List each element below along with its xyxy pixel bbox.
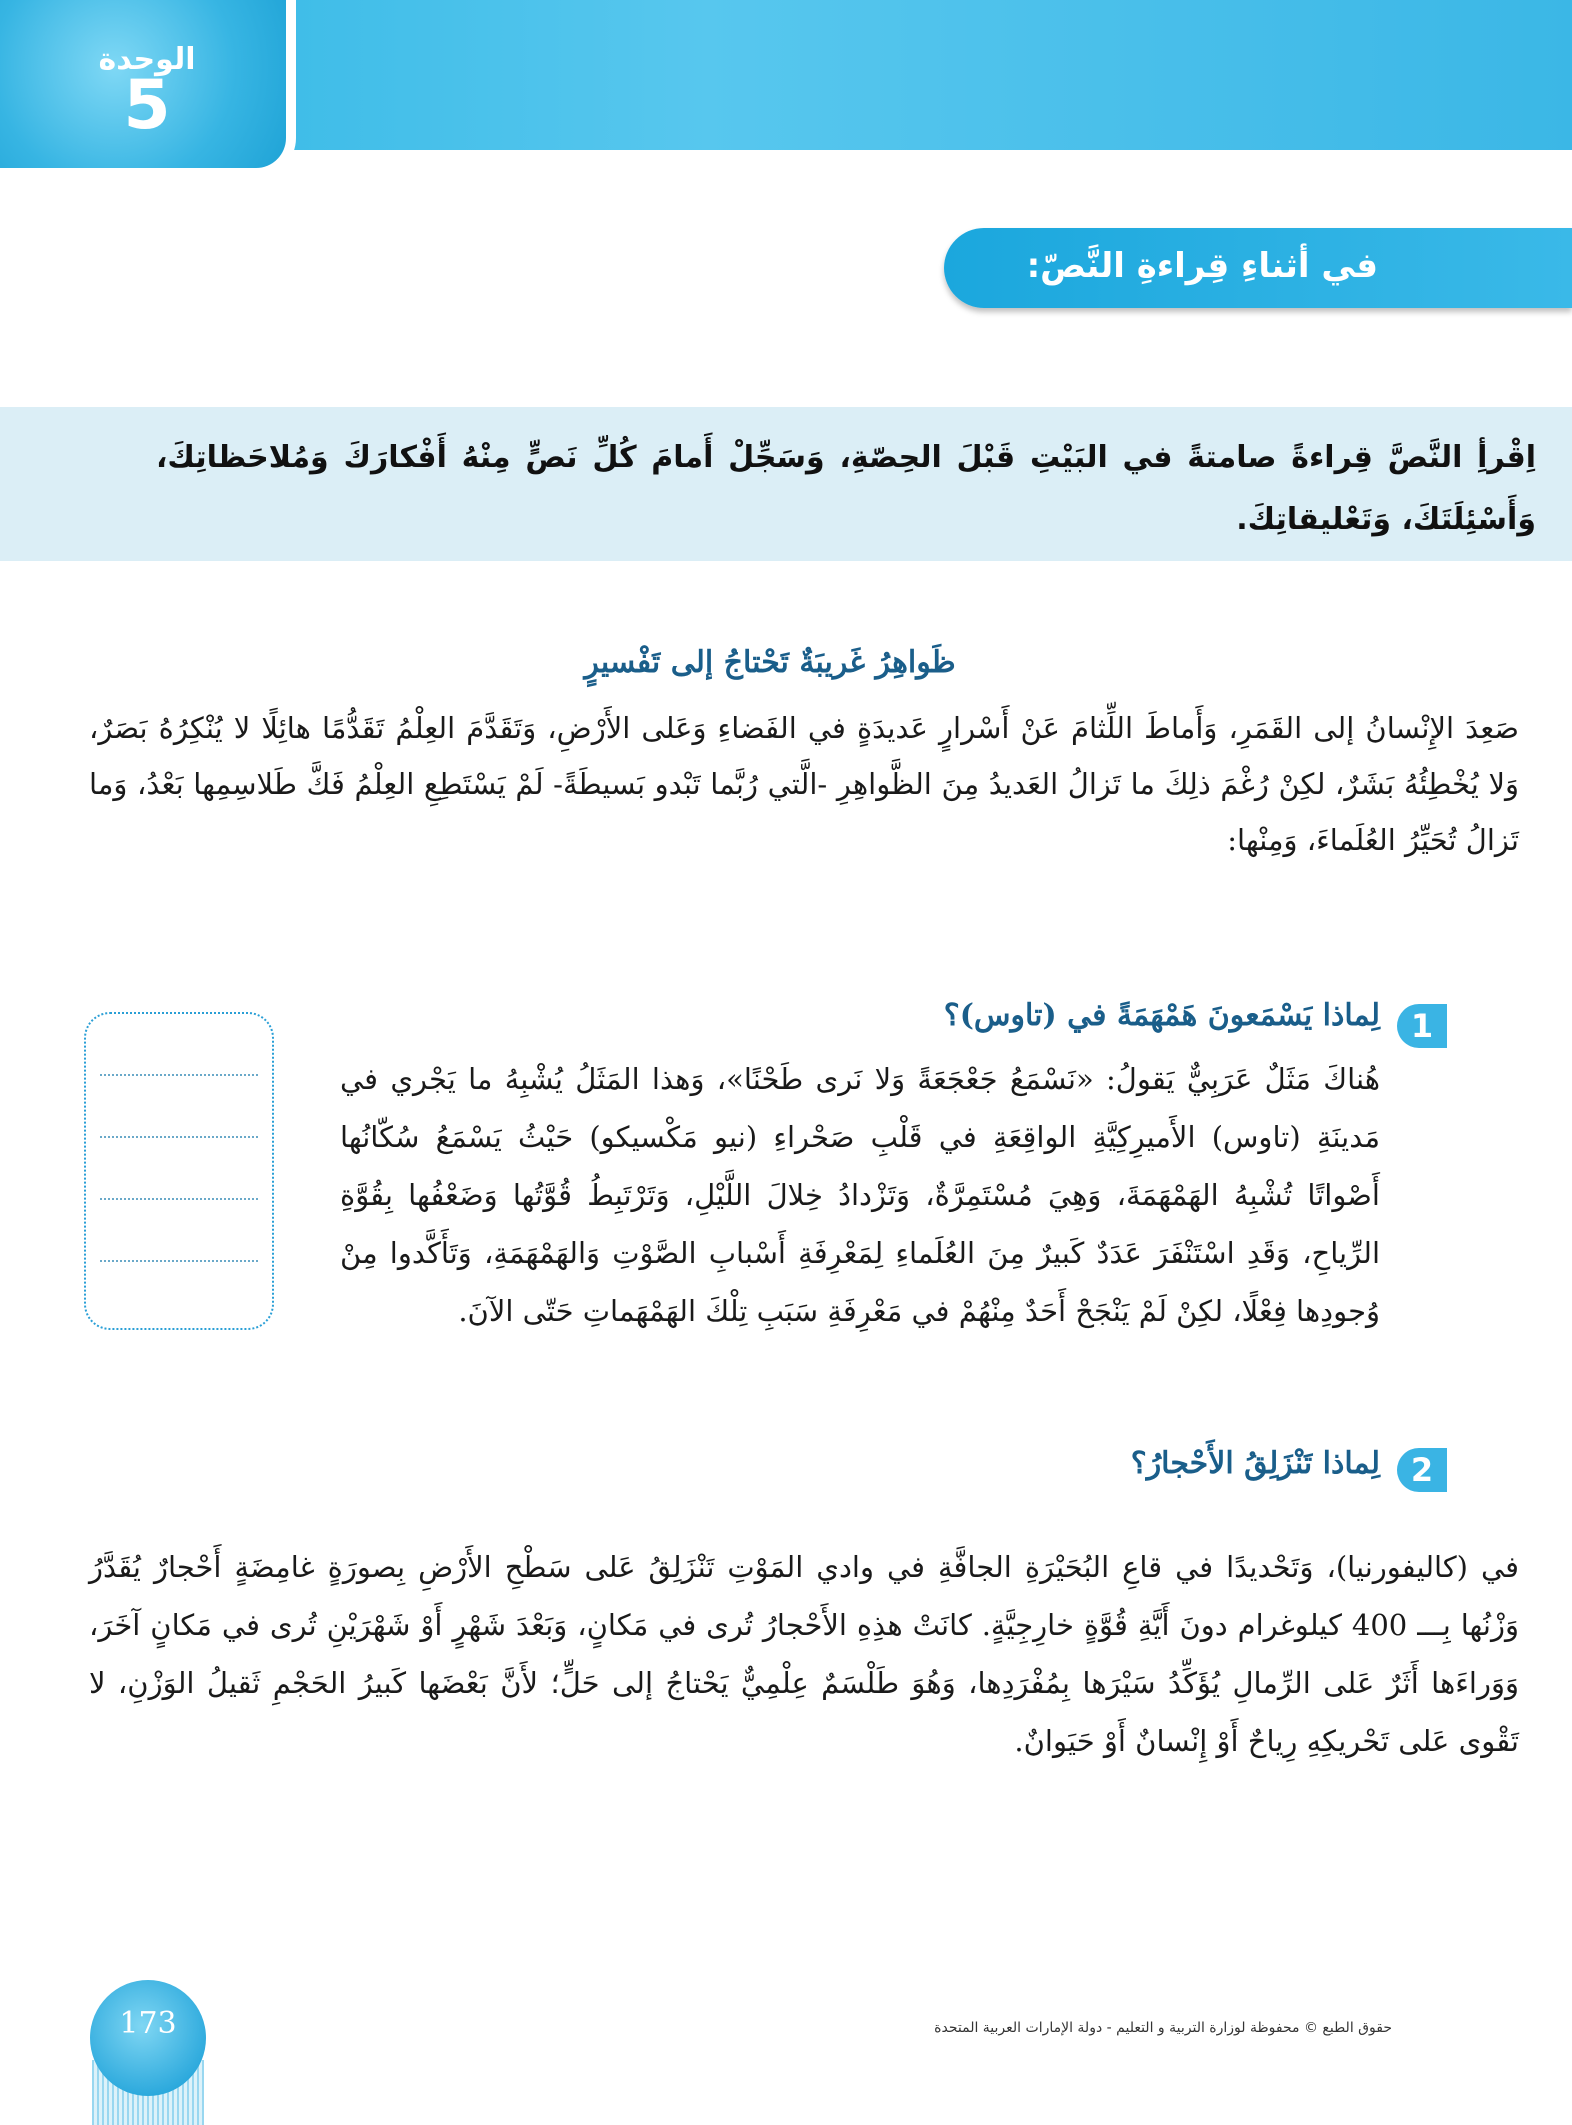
note-line: [100, 1198, 258, 1200]
unit-number: 5: [123, 66, 171, 145]
question-title: لِماذا يَسْمَعونَ هَمْهَمَةً في (تاوس)؟: [943, 998, 1380, 1033]
page-number-badge: [90, 1980, 206, 2096]
question-number-badge: 2: [1397, 1448, 1447, 1492]
section-header: [944, 228, 1572, 308]
passage-title: ظَواهِرُ غَريبَةٌ تَحْتاجُ إلى تَفْسيرٍ: [584, 645, 956, 680]
question-paragraph: هُناكَ مَثَلٌ عَرَبِيٌّ يَقولُ: «نَسْمَعُ جَعْجَعَةً وَلا نَرى طَحْنًا»، وَهذا المَثَلُ يُشْبِهُ ما يَجْري في مَدينَةِ (تاوس) الأَميرِكِيَّةِ الواقِعَةِ في قَلْبِ صَحْراءِ (نيو مَكْسيكو) حَيْثُ يَسْمَعُ سُكّانُها أَصْواتًا تُشْبِهُ الهَمْهَمَةَ، وَهِيَ مُسْتَمِرَّةٌ، وَتَزْدادُ خِلالَ اللَّيْلِ، وَتَرْتَبِطُ قُوَّتُها وَضَعْفُها بِقُوَّةِ الرِّياحِ، وَقَدِ اسْتَنْفَرَ عَدَدٌ كَبيرٌ مِنَ العُلَماءِ لِمَعْرِفَةِ أَسْبابِ الصَّوْتِ وَالهَمْهَمَةِ، وَتَأَكَّدوا مِنْ وُجودِها فِعْلًا، لكِنْ لَمْ يَنْجَحْ أَحَدٌ مِنْهُمْ في مَعْرِفَةِ سَبَبِ تِلْكَ الهَمْهَماتِ حَتّى الآنَ.: [340, 1062, 1380, 1328]
instruction-text: اِقْرأِ النَّصَّ قِراءةً صامتةً في البَيْتِ قَبْلَ الحِصّةِ، وَسَجِّلْ أَمامَ كُلِّ نَصٍّ مِنْهُ أَفْكارَكَ وَمُلاحَظاتِكَ، وَأَسْئِلَتَكَ، وَتَعْليقاتِكَ.: [156, 440, 1536, 537]
passage-intro: صَعِدَ الإِنْسانُ إلى القَمَرِ، وَأَماطَ اللِّثامَ عَنْ أَسْرارٍ عَديدَةٍ في الفَضاءِ وَعَلى الأَرْضِ، وَتَقَدَّمَ العِلْمُ تَقَدُّمًا هائِلًا لا يُنْكِرُهُ بَصَرٌ، وَلا يُخْطِئُهُ بَشَرٌ، لكِنْ رُغْمَ ذلِكَ ما تَزالُ العَديدُ مِنَ الظَّواهِرِ -الَّتي رُبَّما تَبْدو بَسيطَةً- لَمْ يَسْتَطِعِ العِلْمُ فَكَّ طَلاسِمِها بَعْدُ، وَما تَزالُ تُحَيِّرُ العُلَماءَ، وَمِنْها:: [89, 711, 1519, 857]
question-title: لِماذا تَنْزَلِقُ الأَحْجارُ؟: [1130, 1446, 1380, 1481]
question-paragraph: في (كاليفورنيا)، وَتَحْديدًا في قاعِ البُحَيْرَةِ الجافَّةِ في وادي المَوْتِ تَنْزَلِقُ عَلى سَطْحِ الأَرْضِ بِصورَةٍ غامِضَةٍ أَحْجارٌ يُقَدَّرُ وَزْنُها بِـــ 400 كيلوغرام دونَ أَيَّةِ قُوَّةٍ خارِجِيَّةٍ. كانَتْ هذِهِ الأَحْجارُ تُرى في مَكانٍ، وَبَعْدَ شَهْرٍ أَوْ شَهْرَيْنِ تُرى في مَكانٍ آخَرَ، وَوَراءَها أَثَرٌ عَلى الرِّمالِ يُؤَكِّدُ سَيْرَها بِمُفْرَدِها، وَهُوَ طَلْسَمٌ عِلْمِيٌّ يَحْتاجُ إلى حَلٍّ؛ لأَنَّ بَعْضَها كَبيرُ الحَجْمِ ثَقيلُ الوَزْنِ، لا تَقْوى عَلى تَحْريكِهِ رِياحٌ أَوْ إِنْسانٌ أَوْ حَيَوانٌ.: [89, 1550, 1519, 1758]
instruction-box: [0, 407, 1572, 561]
note-line: [100, 1074, 258, 1076]
note-line: [100, 1260, 258, 1262]
question-number-badge: 1: [1397, 1004, 1447, 1048]
unit-tab: [0, 0, 296, 178]
notes-box[interactable]: [84, 1012, 274, 1330]
unit-label: الوحدة: [98, 42, 196, 77]
copyright-notice: حقوق الطبع © محفوظة لوزارة التربية و التعليم - دولة الإمارات العربية المتحدة: [934, 2020, 1392, 2036]
note-line: [100, 1136, 258, 1138]
section-title: في أثناءِ قِراءةِ النَّصّ:: [1026, 246, 1378, 286]
page-number: 173: [119, 2006, 177, 2041]
